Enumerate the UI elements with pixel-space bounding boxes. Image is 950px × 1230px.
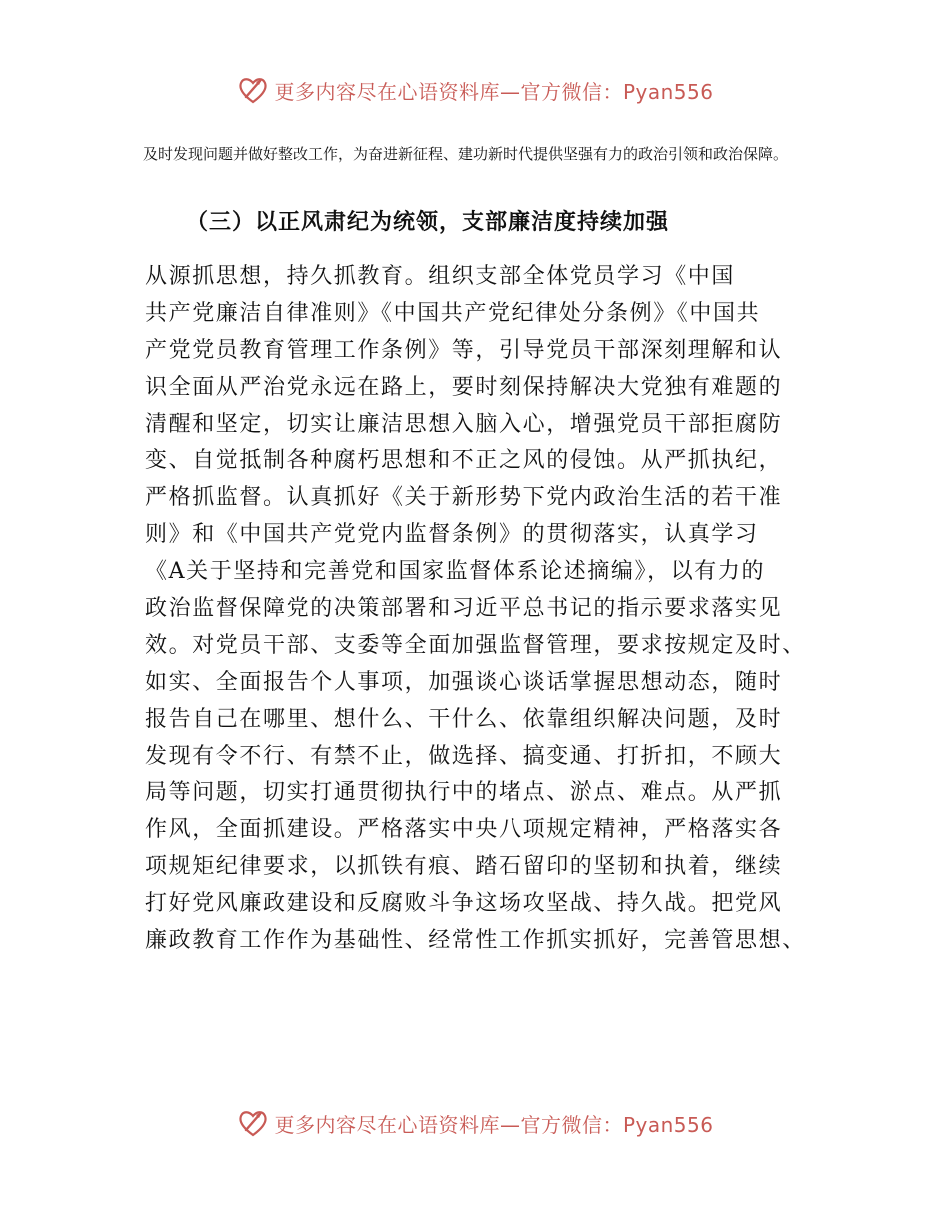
lead-paragraph: 及时发现问题并做好整改工作，为奋进新征程、建功新时代提供坚强有力的政治引领和政治保障。 <box>143 145 789 163</box>
body-line: 产党党员教育管理工作条例》等，引导党员干部深刻理解和认 <box>145 337 783 363</box>
body-line: 政治监督保障党的决策部署和习近平总书记的指示要求落实见 <box>145 596 783 622</box>
footer-watermark-banner <box>0 1103 950 1143</box>
footer-banner-text: 更多内容尽在心语资料库—官方微信：Pyan556 <box>274 1112 714 1137</box>
body-line: 变、自觉抵制各种腐朽思想和不正之风的侵蚀。从严抓执纪， <box>145 448 783 474</box>
body-line: 报告自己在哪里、想什么、干什么、依靠组织解决问题，及时 <box>145 706 783 732</box>
body-line: 识全面从严治党永远在路上，要时刻保持解决大党独有难题的 <box>145 374 783 400</box>
body-line: 作风，全面抓建设。严格落实中央八项规定精神，严格落实各 <box>145 817 783 843</box>
header-watermark-banner <box>0 70 950 110</box>
body-line: 打好党风廉政建设和反腐败斗争这场攻坚战、持久战。把党风 <box>145 891 783 917</box>
body-line: 共产党廉洁自律准则》《中国共产党纪律处分条例》《中国共 <box>145 300 761 326</box>
body-line: 《A关于坚持和完善党和国家监督体系论述摘编》，以有力的 <box>145 559 766 585</box>
body-line: 则》和《中国共产党党内监督条例》的贯彻落实，认真学习 <box>145 522 759 548</box>
quill-heart-icon <box>236 73 270 107</box>
body-line: 效。对党员干部、支委等全面加强监督管理，要求按规定及时、 <box>145 632 806 658</box>
section-heading: （三）以正风肃纪为统领，支部廉洁度持续加强 <box>186 210 670 235</box>
body-line: 项规矩纪律要求，以抓铁有痕、踏石留印的坚韧和执着，继续 <box>145 854 783 880</box>
body-line: 如实、全面报告个人事项，加强谈心谈话掌握思想动态，随时 <box>145 669 783 695</box>
body-paragraph <box>145 259 825 960</box>
header-banner-text: 更多内容尽在心语资料库—官方微信：Pyan556 <box>274 79 714 104</box>
body-line: 清醒和坚定，切实让廉洁思想入脑入心，增强党员干部拒腐防 <box>145 411 783 437</box>
body-line: 严格抓监督。认真抓好《关于新形势下党内政治生活的若干准 <box>145 485 783 511</box>
quill-heart-icon <box>236 1106 270 1140</box>
body-line: 发现有令不行、有禁不止，做选择、搞变通、打折扣，不顾大 <box>145 743 783 769</box>
body-line: 从源抓思想，持久抓教育。组织支部全体党员学习《中国 <box>145 264 736 289</box>
body-line: 局等问题，切实打通贯彻执行中的堵点、淤点、难点。从严抓 <box>145 780 783 806</box>
body-line: 廉政教育工作作为基础性、经常性工作抓实抓好，完善管思想、 <box>145 928 806 954</box>
